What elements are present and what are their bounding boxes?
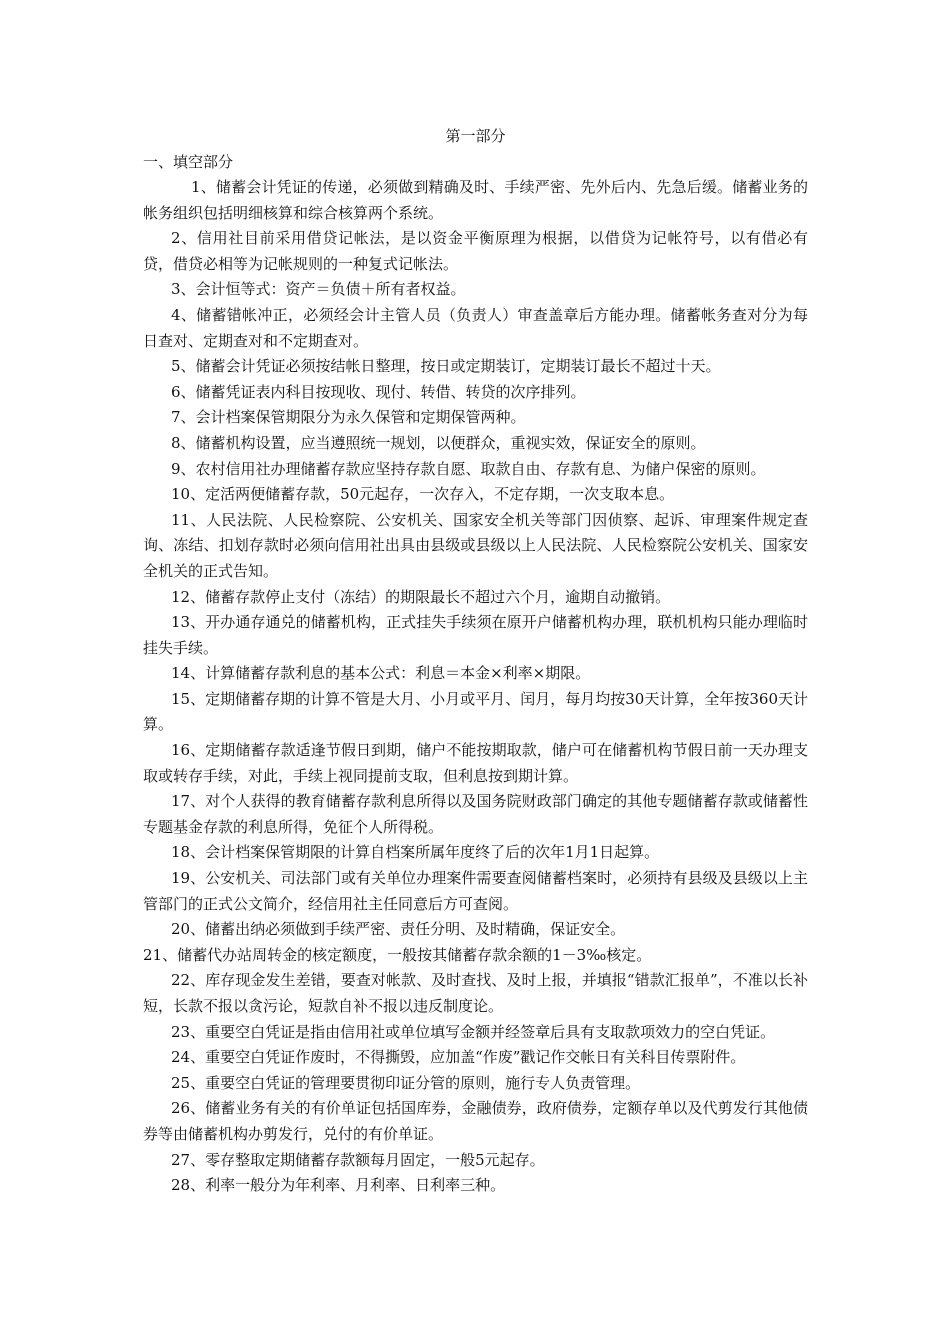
list-item: 13、开办通存通兑的储蓄机构，正式挂失手续须在原开户储蓄机构办理，联机机构只能办理临时挂失手续。 — [143, 613, 808, 657]
list-item: 23、重要空白凭证是指由信用社或单位填写金额并经签章后具有支取款项效力的空白凭证。 — [171, 1022, 776, 1041]
list-item: 15、定期储蓄存期的计算不管是大月、小月或平月、闰月，每月均按30天计算，全年按360天计算。 — [143, 689, 808, 734]
list-item: 10、定活两便储蓄存款，50元起存，一次存入，不定存期，一次支取本息。 — [171, 485, 675, 504]
list-item: 2、信用社目前采用借贷记帐法，是以资金平衡原理为根据，以借贷为记帐符号，以有借必有贷，借贷必相等为记帐规则的一种复式记帐法。 — [143, 229, 808, 273]
list-item: 26、储蓄业务有关的有价单证包括国库券，金融债券，政府债券，定额存单以及代剪发行其他债券等由储蓄机构办剪发行，兑付的有价单证。 — [143, 1099, 808, 1143]
list-item: 3、会计恒等式：资产＝负债＋所有者权益。 — [171, 280, 466, 299]
list-item: 27、零存整取定期储蓄存款额每月固定，一般5元起存。 — [171, 1150, 545, 1169]
document-title: 第一部分 — [445, 127, 506, 145]
list-item: 24、重要空白凭证作废时，不得撕毁，应加盖“作废”戳记作交帐日有关科目传票附件。 — [171, 1048, 746, 1067]
list-item: 14、计算储蓄存款利息的基本公式：利息＝本金×利率×期限。 — [171, 664, 591, 683]
list-item: 5、储蓄会计凭证必须按结帐日整理，按日或定期装订，定期装订最长不超过十天。 — [171, 357, 721, 376]
list-item: 17、对个人获得的教育储蓄存款利息所得以及国务院财政部门确定的其他专题储蓄存款或储蓄性专题基金存款的利息所得，免征个人所得税。 — [143, 792, 808, 836]
list-item: 6、储蓄凭证表内科目按现收、现付、转借、转贷的次序排列。 — [171, 382, 586, 401]
list-item: 7、会计档案保管期限分为永久保管和定期保管两种。 — [171, 408, 526, 427]
list-item: 4、储蓄错帐冲正，必须经会计主管人员（负责人）审查盖章后方能办理。储蓄帐务查对分为每日查对、定期查对和不定期查对。 — [143, 305, 808, 350]
list-item: 25、重要空白凭证的管理要贯彻印证分管的原则，施行专人负责管理。 — [171, 1073, 641, 1092]
list-item: 18、会计档案保管期限的计算自档案所属年度终了后的次年1月1日起算。 — [171, 843, 660, 862]
list-item: 22、库存现金发生差错，要查对帐款、及时查找、及时上报，并填报“错款汇报单”，不准以长补短，长款不报以贪污论，短款自补不报以违反制度论。 — [143, 971, 808, 1015]
list-item: 12、储蓄存款停止支付（冻结）的期限最长不超过六个月，逾期自动撤销。 — [171, 587, 671, 606]
list-item: 21、储蓄代办站周转金的核定额度，一般按其储蓄存款余额的1－3‰核定。 — [143, 945, 652, 964]
list-item: 9、农村信用社办理储蓄存款应坚持存款自愿、取款自由、存款有息、为储户保密的原则。 — [171, 459, 766, 478]
list-item: 1、储蓄会计凭证的传递，必须做到精确及时、手续严密、先外后内、先急后缓。储蓄业务的帐务组织包括明细核算和综合核算两个系统。 — [143, 178, 808, 222]
section-heading: 一、填空部分 — [143, 153, 234, 171]
list-item: 20、储蓄出纳必须做到手续严密、责任分明、及时精确，保证安全。 — [171, 920, 626, 939]
list-item: 19、公安机关、司法部门或有关单位办理案件需要查阅储蓄档案时，必须持有县级及县级以上主管部门的正式公文简介，经信用社主任同意后方可查阅。 — [143, 869, 808, 913]
list-item: 11、人民法院、人民检察院、公安机关、国家安全机关等部门因侦察、起诉、审理案件规定查询、冻结、扣划存款时必须向信用社出具由县级或县级以上人民法院、人民检察院公安机关、国家安全机关的正式告知。 — [143, 510, 808, 580]
document-page — [143, 123, 808, 1199]
list-item: 28、利率一般分为年利率、月利率、日利率三种。 — [171, 1176, 506, 1195]
list-item: 16、定期储蓄存款适逢节假日到期，储户不能按期取款，储户可在储蓄机构节假日前一天办理支取或转存手续，对此，手续上视同提前支取，但利息按到期计算。 — [143, 741, 808, 785]
list-item: 8、储蓄机构设置，应当遵照统一规划，以便群众，重视实效，保证安全的原则。 — [171, 433, 706, 452]
